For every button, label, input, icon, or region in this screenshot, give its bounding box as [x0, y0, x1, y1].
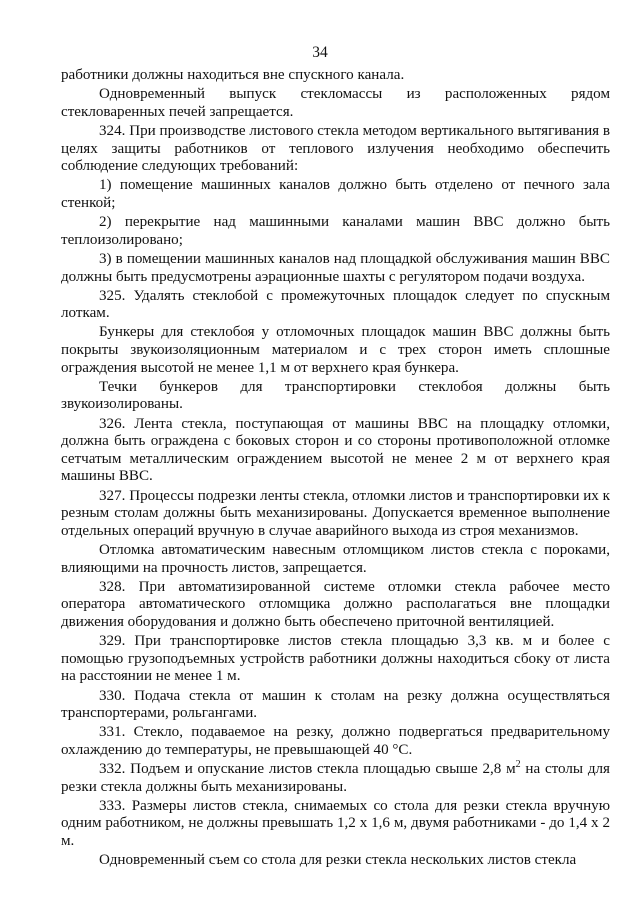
list-item: 2) перекрытие над машинными каналами машин ВВС должно быть теплоизолировано;	[61, 214, 610, 248]
paragraph: Течки бункеров для транспортировки стеклобоя должны быть звукоизолированы.	[61, 378, 610, 413]
paragraph: Бункеры для стеклобоя у отломочных площадок машин ВВС должны быть покрыты звукоизоляционным материалом и с трех сторон иметь сплошные ограждения высотой не менее 1,1 м от верхнего края бункера.	[61, 324, 610, 376]
paragraph-332	[61, 761, 610, 796]
paragraph: Отломка автоматическим навесным отломщиком листов стекла с пороками, влияющими на прочность листов, запрещается.	[61, 541, 610, 576]
paragraph: Одновременный выпуск стекломассы из расположенных рядом стекловаренных печей запрещается.	[61, 86, 610, 120]
paragraph-last-line: Одновременный съем со стола для резки стекла нескольких листов стекла	[99, 852, 577, 869]
paragraph-332-text: 332. Подъем и опускание листов стекла площадью свыше 2,8 м	[99, 761, 516, 778]
list-item: 1) помещение машинных каналов должно быть отделено от печного зала стенкой;	[61, 177, 610, 211]
paragraph: 328. При автоматизированной системе отломки стекла рабочее место оператора автоматического отломщика должно располагаться вне площадки движения оборудования и должно быть обеспечено приточной вентиляцией.	[61, 578, 610, 630]
paragraph-332-text-end: на столы для резки стекла должны быть механизированы.	[61, 761, 610, 795]
paragraph: 330. Подача стекла от машин к столам на резку должна осуществляться транспортерами, рольгангами.	[61, 687, 610, 722]
page-number: 34	[312, 44, 328, 61]
paragraph: 324. При производстве листового стекла методом вертикального вытягивания в целях защиты работников от теплового излучения необходимо обеспечить соблюдение следующих требований:	[61, 122, 611, 175]
paragraph: работники должны находиться вне спускного канала.	[61, 67, 405, 83]
superscript-exponent: 2	[515, 759, 521, 771]
paragraph: 327. Процессы подрезки ленты стекла, отломки листов и транспортировки их к резным столам должны быть механизированы. Допускается временное выполнение отдельных операций вручную в случае аварийного выхода из строя механизмов.	[61, 487, 610, 539]
paragraph-333: 333. Размеры листов стекла, снимаемых со стола для резки стекла вручную одним работником, не должны превышать 1,2 х 1,6 м, двумя работниками - до 1,4 х 2 м.	[61, 797, 610, 850]
body-text	[61, 67, 610, 871]
list-item: 3) в помещении машинных каналов над площадкой обслуживания машин ВВС должны быть предусмотрены аэрационные шахты с регулятором подачи воздуха.	[61, 250, 610, 285]
paragraph: 325. Удалять стеклобой с промежуточных площадок следует по спускным лоткам.	[61, 287, 610, 322]
paragraph: 326. Лента стекла, поступающая от машины ВВС на площадку отломки, должна быть ограждена с боковых сторон и со стороны противоположной отломке сетчатым металлическим ограждением высотой не менее 2 м от верхнего края машины ВВС.	[61, 415, 610, 485]
paragraph: 329. При транспортировке листов стекла площадью 3,3 кв. м и более с помощью грузоподъемных устройств работники должны находиться сбоку от листа на расстоянии не менее 1 м.	[61, 633, 610, 685]
paragraph: 331. Стекло, подаваемое на резку, должно подвергаться предварительному охлаждению до температуры, не превышающей 40 °С.	[61, 724, 610, 758]
